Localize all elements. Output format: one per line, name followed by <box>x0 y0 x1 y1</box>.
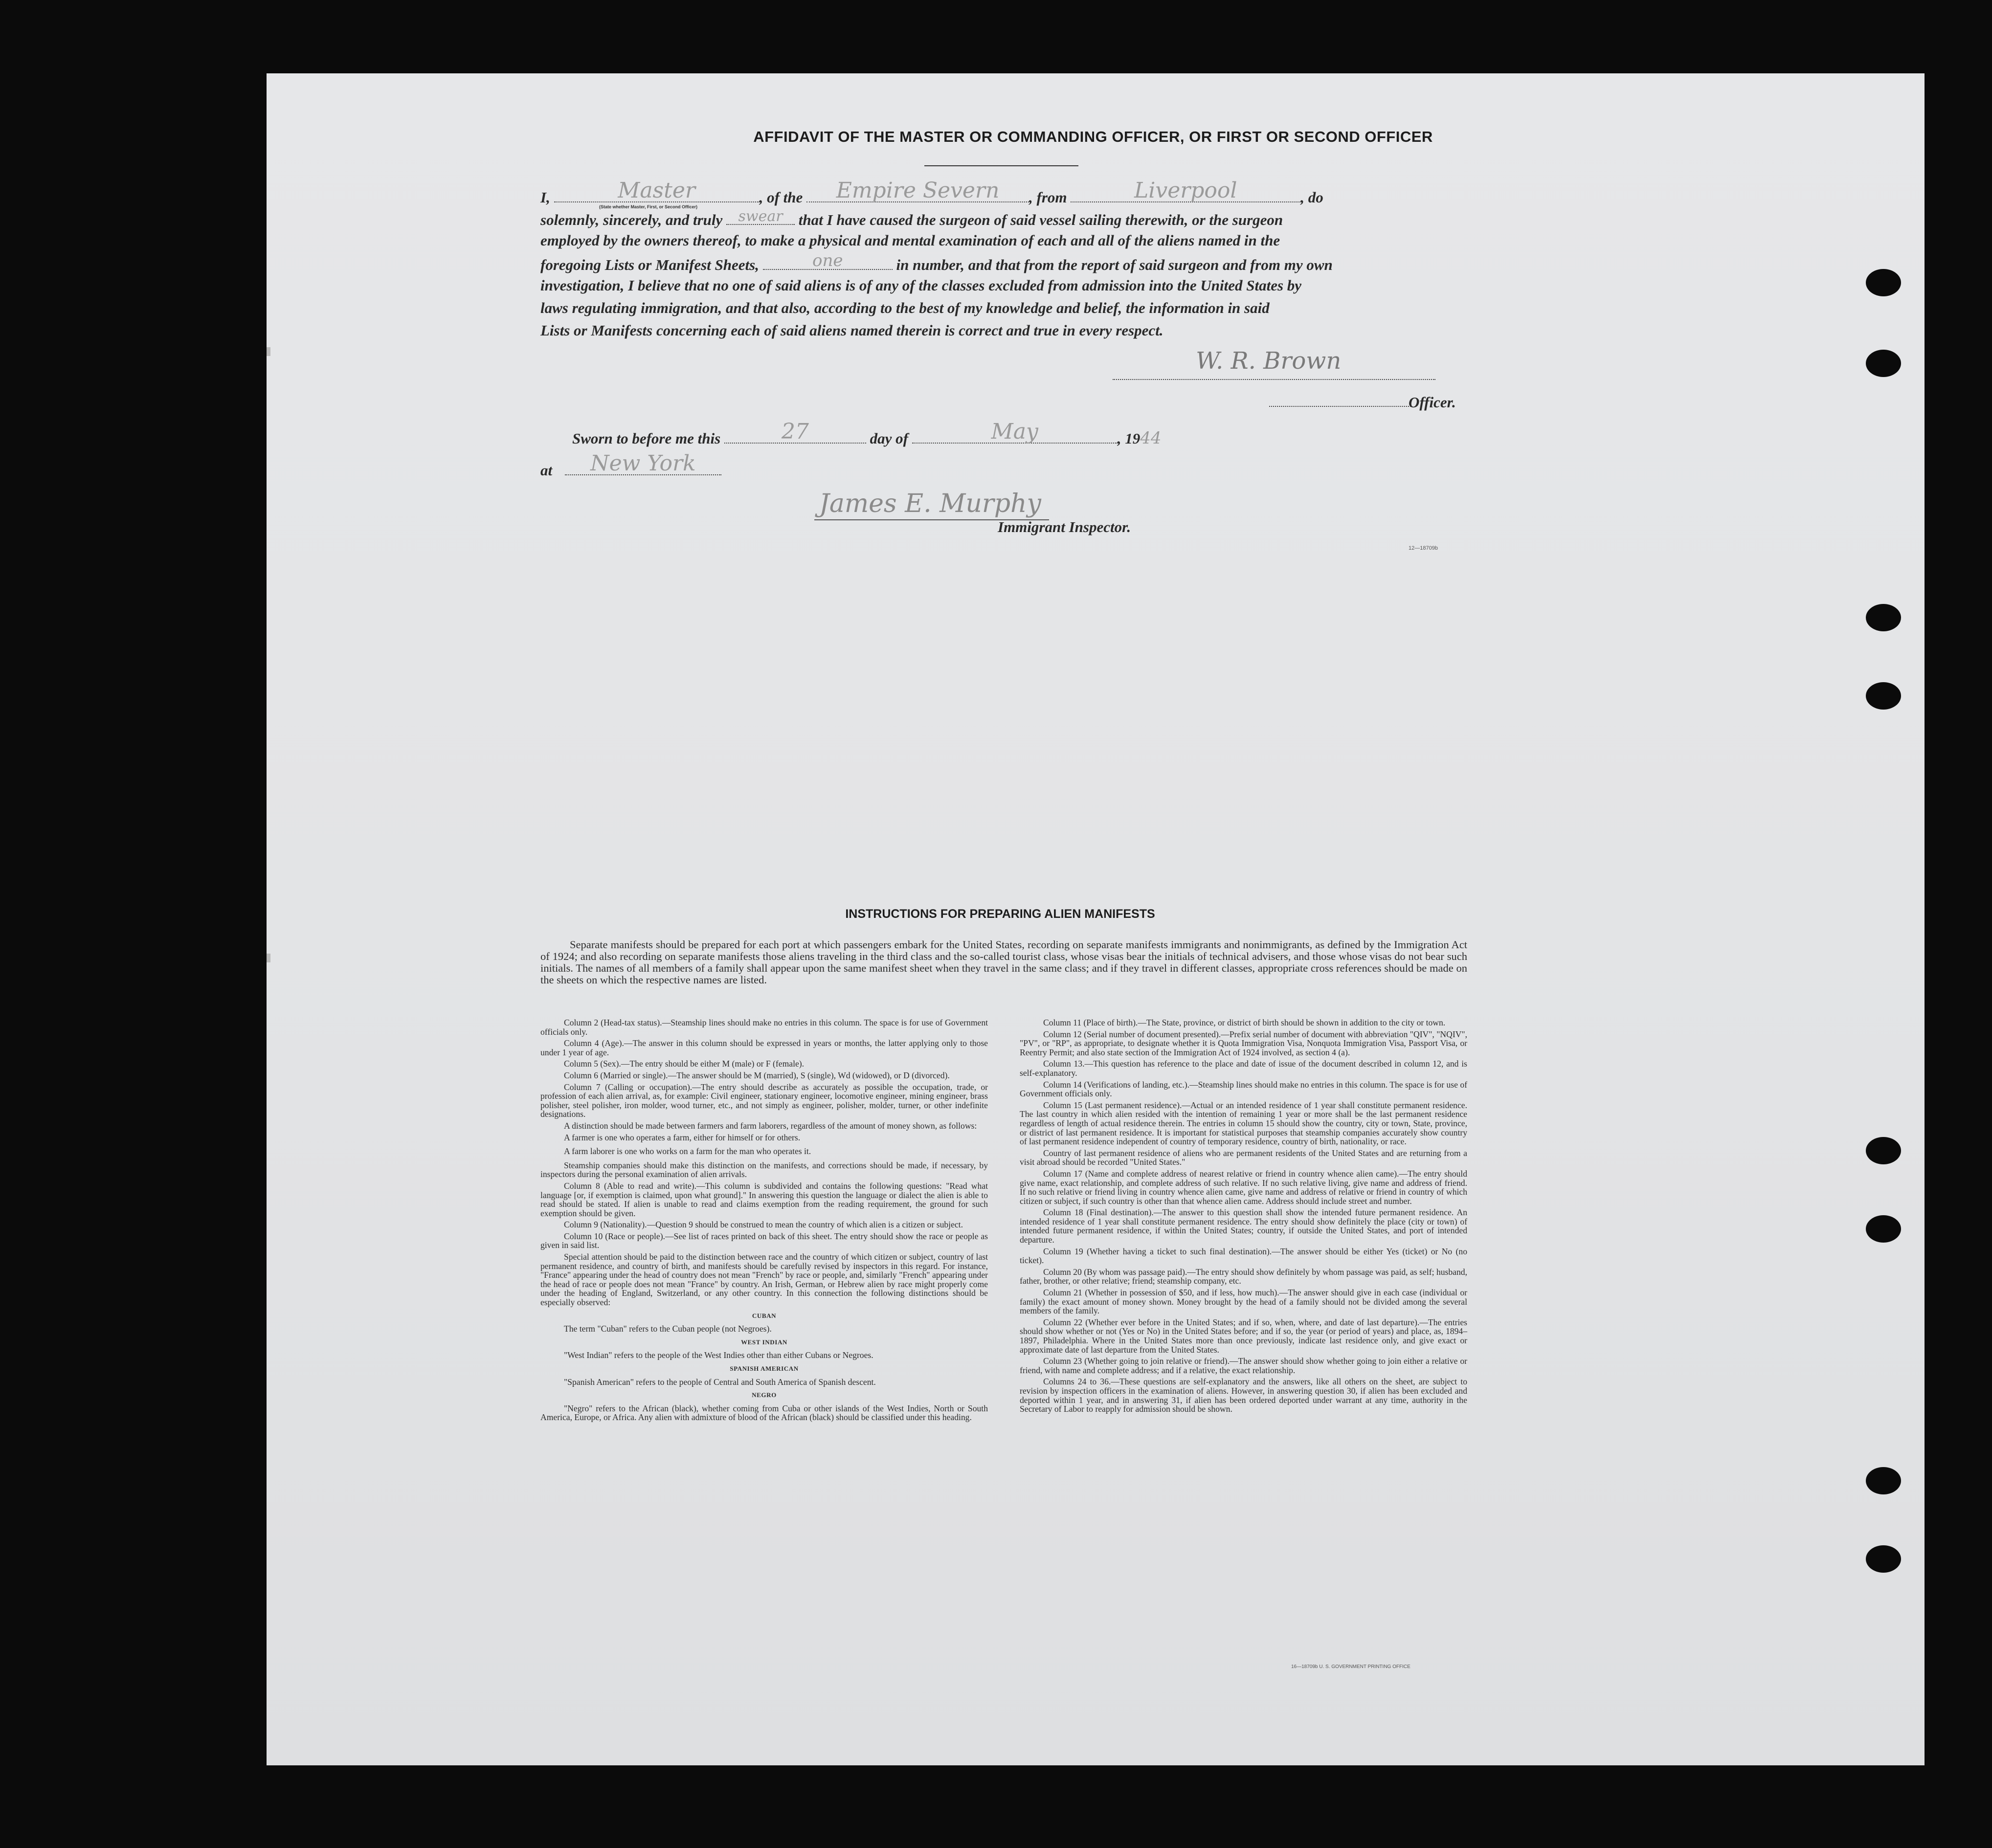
instruction-paragraph: Column 11 (Place of birth).—The State, province, or district of birth should be shown in addition to the city or town. <box>1043 1018 1446 1027</box>
instructions-intro <box>540 939 1467 986</box>
instruction-paragraph: Steamship companies should make this distinction on the manifests, and corrections should be made, if necessary, by inspectors during the personal examination of alien arrivals. <box>540 1160 988 1180</box>
text-foregoing: foregoing Lists or Manifest Sheets, <box>540 256 759 273</box>
text-i: I, <box>540 189 550 206</box>
instruction-paragraph: Column 19 (Whether having a ticket to such final destination).—The answer should be either Yes (ticket) or No (no ticket). <box>1020 1246 1467 1266</box>
rank-caption: (State whether Master, First, or Second Officer) <box>599 204 698 209</box>
punch-hole <box>1866 604 1901 631</box>
heading-negro: NEGRO <box>752 1391 777 1399</box>
handwritten-place: New York <box>590 451 696 476</box>
instruction-paragraph: Column 10 (Race or people).—See list of races printed on back of this sheet. The entry should show the race or people as given in said list. <box>540 1231 988 1250</box>
affidavit-line-5: investigation, I believe that no one of said aliens is of any of the classes excluded from admission into the United States by <box>540 277 1302 294</box>
oath-field <box>726 209 795 225</box>
text-day-of: day of <box>870 430 908 447</box>
instruction-paragraph: Column 14 (Verifications of landing, etc.).—Steamship lines should make no entries in this column. The space is for use of Government officials only. <box>1020 1079 1467 1099</box>
instruction-paragraph: Column 21 (Whether in possession of $50, and if less, how much).—The answer should give in each case (individual or family) the exact amount of money shown. Money brought by the head of a family should not be divided among the several members of the family. <box>1020 1288 1467 1316</box>
sworn-line <box>572 419 1162 448</box>
instruction-paragraph: "Negro" refers to the African (black), whether coming from Cuba or other islands of the West Indies, North or South America, Europe, or Africa. Any alien with admixture of blood of the African (black) should be classified under this heading. <box>540 1403 988 1423</box>
instruction-paragraph: Column 17 (Name and complete address of nearest relative or friend in country whence alien came).—The entry should give name, exact relationship, and complete address of such relative. If no such relative living, give name and address of friend. If no such relative or friend living in country whence alien came, give name and address of relative or friend in country of which citizen or subject, if such country is other than that whence alien came. Address should include street and number. <box>1020 1168 1467 1206</box>
text-in-number: in number, and that from the report of said surgeon and from my own <box>896 256 1333 273</box>
instruction-paragraph: "West Indian" refers to the people of the West Indies other than either Cubans or Negroes. <box>564 1350 873 1360</box>
text-19: , 19 <box>1117 430 1141 447</box>
text-at: at <box>540 462 553 479</box>
text-do: , do <box>1300 189 1323 206</box>
rank-field <box>554 178 760 203</box>
affidavit-line-2 <box>540 209 1465 229</box>
instructions-right-column <box>1020 1018 1467 1416</box>
instruction-paragraph: Column 4 (Age).—The answer in this column should be expressed in years or months, the latter applying only to those under 1 year of age. <box>540 1038 988 1057</box>
punch-hole <box>1866 682 1901 710</box>
handwritten-oath: swear <box>738 208 783 225</box>
text-from: , from <box>1029 189 1067 206</box>
inspector-signature: James E. Murphy <box>819 489 1041 518</box>
instruction-paragraph: Column 5 (Sex).—The entry should be either M (male) or F (female). <box>564 1059 805 1069</box>
heading-spanish-american: SPANISH AMERICAN <box>730 1365 799 1372</box>
punch-hole <box>1866 1467 1901 1494</box>
affidavit-title: AFFIDAVIT OF THE MASTER OR COMMANDING OFFICER, OR FIRST OR SECOND OFFICER <box>753 128 1433 145</box>
affidavit-line-7: Lists or Manifests concerning each of said aliens named therein is correct and true in every respect. <box>540 322 1164 339</box>
instruction-paragraph: Special attention should be paid to the distinction between race and the country of which citizen or subject, country of last permanent residence, and country of birth, and manifests should be carefully revised by inspectors in this regard. For instance, "France" appearing under the head of country does not mean "French" by race or people, and, similarly "French" appearing under the head of race or people does not mean "France" by country. An Irish, German, or Hebrew alien by race might properly come under the heading of England, Switzerland, or any other country. In this connection the following distinctions should be especially observed: <box>540 1252 988 1308</box>
instruction-paragraph: Column 15 (Last permanent residence).—Actual or an intended residence of 1 year shall constitute permanent residence. The last country in which alien resided with the intention of remaining 1 year or more shall be the last permanent residence regardless of length of actual residence therein. The entries in column 15 should show the country, city or town, State, province, or district of last permanent residence. It is important for statistical purposes that steamship companies accurately show country of last permanent residence independent of country of temporary residence, country of birth, nationality, or race. <box>1020 1100 1467 1147</box>
instruction-paragraph: A farm laborer is one who works on a farm for the man who operates it. <box>564 1146 811 1157</box>
instruction-paragraph: Column 7 (Calling or occupation).—The entry should describe as accurately as possible the occupation, trade, or profession of each alien arrival, as, for example: Civil engineer, stationary engineer, locomotive engineer, mining engineer, brass polisher, steel polisher, iron molder, wood turner, etc., and not simply as engineer, polisher, molder, turner, or other indefinite designations. <box>540 1082 988 1119</box>
officer-label: Officer. <box>1409 394 1456 411</box>
handwritten-port: Liverpool <box>1134 178 1237 203</box>
handwritten-sheets: one <box>812 251 843 270</box>
instruction-paragraph: "Spanish American" refers to the people of Central and South America of Spanish descent. <box>564 1377 876 1387</box>
instruction-paragraph: A farmer is one who operates a farm, either for himself or for others. <box>564 1132 801 1142</box>
officer-line <box>1269 406 1411 407</box>
instruction-paragraph: A distinction should be made between farmers and farm laborers, regardless of the amount of money shown, as follows: <box>564 1120 977 1131</box>
text-solemnly: solemnly, sincerely, and truly <box>540 211 723 228</box>
punch-hole <box>1866 1137 1901 1164</box>
punch-hole <box>1866 1215 1901 1243</box>
punch-hole <box>1866 1545 1901 1573</box>
instruction-paragraph: Country of last permanent residence of aliens who are permanent residents of the United States and are returning from a visit abroad should be recorded "United States." <box>1020 1148 1467 1167</box>
affidavit-line-1 <box>540 178 1465 206</box>
inspector-label: Immigrant Inspector. <box>998 518 1131 535</box>
vessel-field <box>806 178 1029 203</box>
sheets-field <box>763 251 893 270</box>
signature-line <box>1113 379 1435 380</box>
officer-signature: W. R. Brown <box>1196 347 1342 375</box>
instructions-title: INSTRUCTIONS FOR PREPARING ALIEN MANIFESTS <box>845 907 1155 921</box>
instruction-paragraph: The term "Cuban" refers to the Cuban people (not Negroes). <box>564 1324 772 1334</box>
instruction-paragraph: Column 23 (Whether going to join relative or friend).—The answer should show whether going to join either a relative or friend, with name and complete address; and if a relative, the exact relationship. <box>1020 1356 1467 1375</box>
handwritten-day: 27 <box>781 419 809 444</box>
instruction-paragraph: Column 12 (Serial number of document presented).—Prefix serial number of document with abbreviation "QIV", "NQIV", "PV", or "RP", as appropriate, to designate whether it is Quota Immigration Visa, Nonquota Immigration Visa, Passport Visa, or Reentry Permit; and also state section of the Immigration Act of 1924 involved, as section 4 (a). <box>1020 1029 1467 1057</box>
affidavit-line-3: employed by the owners thereof, to make a physical and mental examination of each and all of the aliens named in the <box>540 232 1280 249</box>
instruction-paragraph: Column 20 (By whom was passage paid).—The entry should show definitely by whom passage was paid, as self; husband, father, brother, or other relative; friend; steamship company, etc. <box>1020 1267 1467 1286</box>
heading-west-indian: WEST INDIAN <box>741 1338 787 1346</box>
heading-cuban: CUBAN <box>752 1312 777 1319</box>
punch-hole <box>1866 269 1901 296</box>
margin-mark <box>267 954 270 962</box>
affidavit-sheet <box>267 73 1925 1765</box>
margin-mark <box>267 347 270 356</box>
instruction-paragraph: Column 18 (Final destination).—The answer to this question shall show the intended future permanent residence. An intended residence of 1 year shall constitute permanent residence. The entry should show definitely the place (city or town) of intended future permanent residence, if within the United States; country, if outside the United States, and port of intended departure. <box>1020 1207 1467 1245</box>
handwritten-rank: Master <box>618 178 695 203</box>
handwritten-month: May <box>991 419 1038 444</box>
at-line <box>540 451 721 479</box>
handwritten-year: 44 <box>1140 428 1162 448</box>
form-number: 12—18709b <box>1409 545 1438 551</box>
instruction-paragraph: Column 22 (Whether ever before in the United States; and if so, when, where, and date of last departure).—The entries should show whether or not (Yes or No) in the United States before; and if so, the year (or period of years) and place, as, 1894–1897, Philadelphia. Where in the United States more than once previously, indicate last residence only, and give exact or approximate date of last departure from the United States. <box>1020 1317 1467 1355</box>
instructions-left-column <box>540 1018 988 1425</box>
instruction-paragraph: Column 6 (Married or single).—The answer should be M (married), S (single), Wd (widowed), or D (divorced). <box>564 1070 950 1080</box>
port-field <box>1071 178 1300 203</box>
text-sworn: Sworn to before me this <box>572 430 721 447</box>
handwritten-vessel: Empire Severn <box>836 178 1000 203</box>
instruction-paragraph: Column 8 (Able to read and write).—This column is subdivided and contains the following questions: "Read what language [or, if exemption is claimed, upon what ground]." In answering this question the language or dialect the alien is able to read should be stated. If alien is unable to read and claims exemption from the reading requirement, the ground for such exemption should be given. <box>540 1180 988 1218</box>
text-surgeon: that I have caused the surgeon of said vessel sailing therewith, or the surgeon <box>798 211 1283 228</box>
instruction-paragraph: Column 9 (Nationality).—Question 9 should be construed to mean the country of which alien is a citizen or subject. <box>564 1220 963 1230</box>
text-of-the: , of the <box>759 189 803 206</box>
intro-paragraph: Separate manifests should be prepared for each port at which passengers embark for the United States, recording on separate manifests immigrants and nonimmigrants, as defined by the Immigration Act of 1924; and also recording on separate manifests those aliens traveling in the third class and the so-called tourist class, whose visas bear the initials of technical advisers, and those whose visas do not bear such initials. The names of all members of a family shall appear upon the same manifest sheet when they travel in the same class; and if they travel in different classes, appropriate cross references should be made on the sheets on which the respective names are listed. <box>540 938 1467 986</box>
affidavit-line-4 <box>540 251 1465 274</box>
place-field <box>565 451 721 476</box>
affidavit-line-6: laws regulating immigration, and that also, according to the best of my knowledge and belief, the information in said <box>540 299 1270 316</box>
day-field <box>724 419 866 444</box>
title-rule <box>924 165 1078 166</box>
month-field <box>912 419 1118 444</box>
instruction-paragraph: Columns 24 to 36.—These questions are self-explanatory and the answers, like all others on the sheet, are subject to revision by inspection officers in the examination of aliens. However, in answering question 30, if alien has been excluded and deported within 1 year, and in answering 31, if alien has been ordered deported under warrant at any time, authority in the Secretary of Labor to reapply for admission should be shown. <box>1020 1377 1467 1414</box>
printing-office-imprint: 16—18709b U. S. GOVERNMENT PRINTING OFFICE <box>1291 1664 1410 1670</box>
punch-hole <box>1866 350 1901 377</box>
instruction-paragraph: Column 13.—This question has reference to the place and date of issue of the document described in column 12, and is self-explanatory. <box>1020 1059 1467 1078</box>
instruction-paragraph: Column 2 (Head-tax status).—Steamship lines should make no entries in this column. The space is for use of Government officials only. <box>540 1018 988 1037</box>
